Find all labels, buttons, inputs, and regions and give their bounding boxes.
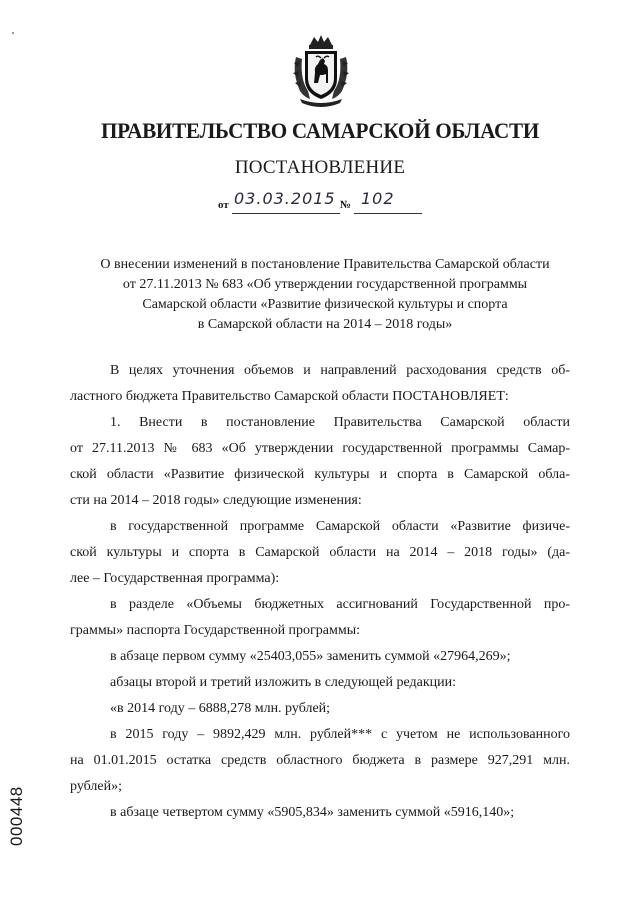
date-number-line [218, 190, 438, 216]
date-label: от [218, 199, 229, 211]
decree-subject [70, 255, 580, 335]
scan-speck [12, 32, 14, 34]
date-value: 03.03.2015 [234, 189, 336, 208]
body-line: В целях уточнения объемов и направлений расходования средств об- [110, 363, 570, 378]
body-line: рублей»; [70, 779, 122, 794]
document-type: ПОСТАНОВЛЕНИЕ [234, 157, 406, 178]
government-title: ПРАВИТЕЛЬСТВО САМАРСКОЙ ОБЛАСТИ [100, 118, 540, 143]
number-value: 102 [361, 189, 395, 208]
subject-line: в Самарской области на 2014 – 2018 годы» [197, 317, 453, 332]
body-line: «в 2014 году – 6888,278 млн. рублей; [110, 701, 331, 716]
body-line: на 01.01.2015 остатка средств областного бюджета в размере 927,291 млн. [70, 753, 570, 768]
body-line: в разделе «Объемы бюджетных ассигнований Государственной про- [110, 597, 570, 612]
samara-oblast-coat-of-arms-icon [290, 33, 352, 107]
body-line: в 2015 году – 9892,429 млн. рублей*** с учетом не использованного [110, 727, 570, 742]
date-underline [232, 213, 340, 214]
number-label: № [340, 199, 352, 211]
body-line: сти на 2014 – 2018 годы» следующие изменения: [70, 493, 362, 508]
body-line: ской культуры и спорта в Самарской области на 2014 – 2018 годы» (да- [70, 545, 570, 560]
number-underline [354, 213, 422, 214]
subject-line: Самарской области «Развитие физической культуры и спорта [142, 297, 508, 312]
body-line: 1. Внести в постановление Правительства Самарской области [110, 415, 570, 430]
body-line: абзацы второй и третий изложить в следующей редакции: [110, 675, 457, 690]
body-line: в государственной программе Самарской области «Развитие физиче- [110, 519, 570, 534]
body-line: лее – Государственная программа): [70, 571, 280, 586]
subject-line: от 27.11.2013 № 683 «Об утверждении государственной программы [122, 277, 528, 292]
subject-line: О внесении изменений в постановление Правительства Самарской области [100, 257, 550, 272]
body-line: граммы» паспорта Государственной программы: [70, 623, 361, 638]
margin-stamp-number: 000448 [7, 786, 26, 846]
body-line: ской области «Развитие физической культуры и спорта в Самарской обла- [70, 467, 570, 482]
body-line: в абзаце первом сумму «25403,055» заменить суммой «27964,269»; [110, 649, 511, 664]
body-line: в абзаце четвертом сумму «5905,834» заменить суммой «5916,140»; [110, 805, 515, 820]
decree-body [70, 358, 570, 826]
body-line: от 27.11.2013 № 683 «Об утверждении государственной программы Самар- [70, 441, 570, 456]
body-line: ластного бюджета Правительство Самарской области ПОСТАНОВЛЯЕТ: [70, 389, 509, 404]
